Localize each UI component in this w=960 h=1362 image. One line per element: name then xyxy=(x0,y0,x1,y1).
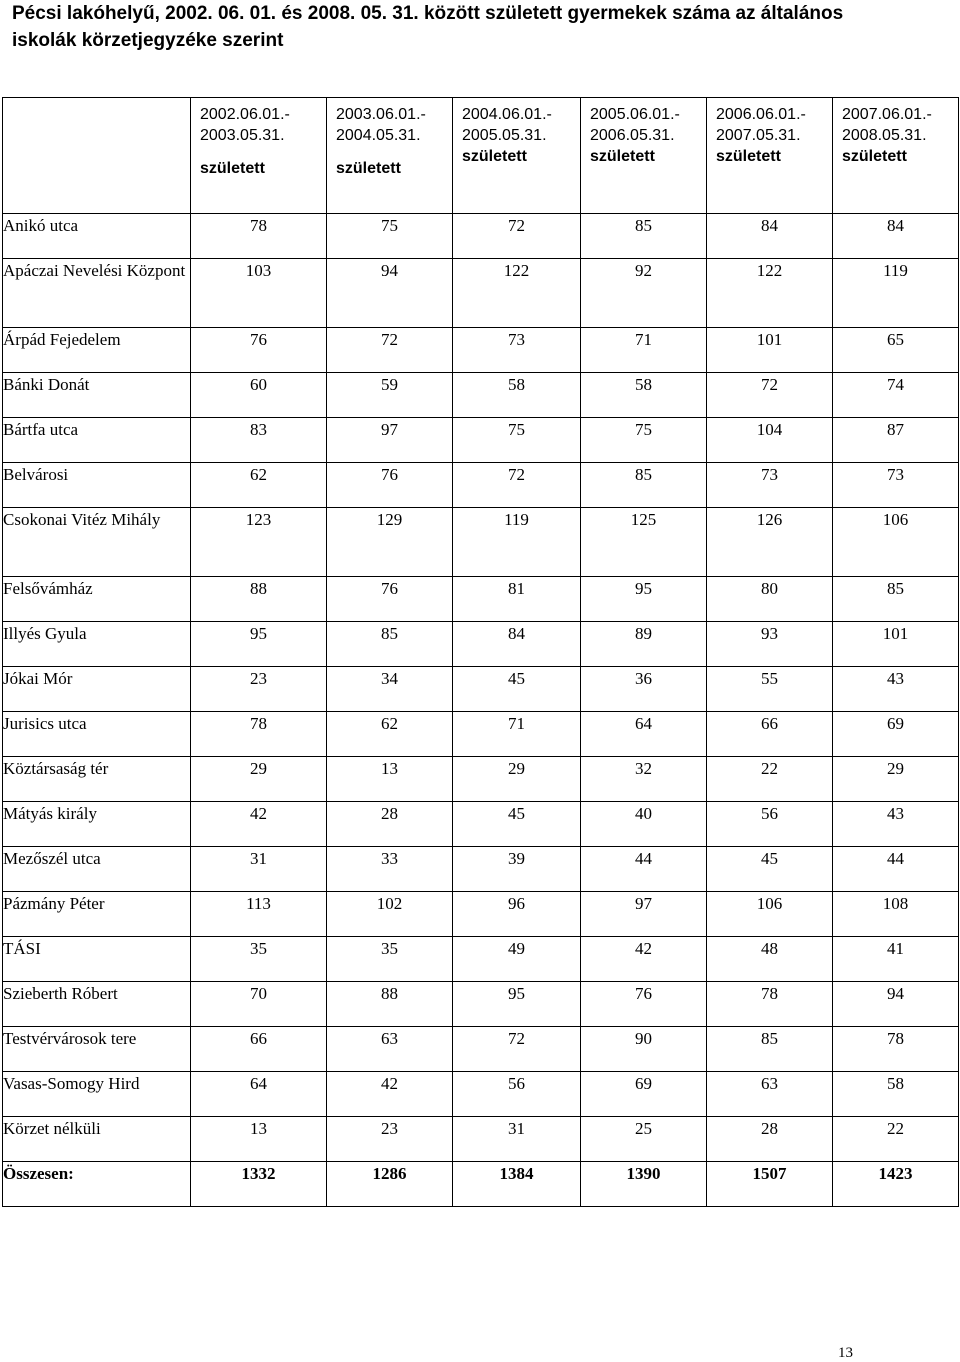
total-label: Összesen: xyxy=(3,1162,191,1207)
count-cell: 72 xyxy=(453,463,581,508)
count-cell: 101 xyxy=(707,328,833,373)
count-cell: 29 xyxy=(453,757,581,802)
count-cell: 23 xyxy=(327,1117,453,1162)
count-cell: 72 xyxy=(453,1027,581,1072)
count-cell: 75 xyxy=(327,214,453,259)
count-cell: 55 xyxy=(707,667,833,712)
count-cell: 49 xyxy=(453,937,581,982)
count-cell: 85 xyxy=(581,463,707,508)
count-cell: 29 xyxy=(191,757,327,802)
count-cell: 84 xyxy=(707,214,833,259)
count-cell: 106 xyxy=(707,892,833,937)
count-cell: 31 xyxy=(191,847,327,892)
count-cell: 92 xyxy=(581,259,707,328)
count-cell: 62 xyxy=(327,712,453,757)
district-name: Mátyás király xyxy=(3,802,191,847)
count-cell: 95 xyxy=(581,577,707,622)
count-cell: 40 xyxy=(581,802,707,847)
column-header-end: 2007.05.31. xyxy=(716,127,801,144)
header-empty-cell xyxy=(3,98,191,214)
column-header-end: 2003.05.31. xyxy=(200,127,285,144)
total-cell: 1286 xyxy=(327,1162,453,1207)
count-cell: 93 xyxy=(707,622,833,667)
count-cell: 119 xyxy=(453,508,581,577)
count-cell: 95 xyxy=(453,982,581,1027)
count-cell: 45 xyxy=(453,802,581,847)
total-cell: 1384 xyxy=(453,1162,581,1207)
count-cell: 106 xyxy=(833,508,959,577)
count-cell: 129 xyxy=(327,508,453,577)
district-name: Pázmány Péter xyxy=(3,892,191,937)
count-cell: 76 xyxy=(581,982,707,1027)
district-name: Csokonai Vitéz Mihály xyxy=(3,508,191,577)
column-header xyxy=(707,98,833,214)
count-cell: 97 xyxy=(581,892,707,937)
count-cell: 85 xyxy=(581,214,707,259)
district-name: Apáczai Nevelési Központ xyxy=(3,259,191,328)
count-cell: 62 xyxy=(191,463,327,508)
count-cell: 59 xyxy=(327,373,453,418)
column-header-end: 2006.05.31. xyxy=(590,127,675,144)
count-cell: 58 xyxy=(581,373,707,418)
table-row xyxy=(3,757,959,802)
count-cell: 42 xyxy=(191,802,327,847)
column-header-end: 2008.05.31. xyxy=(842,127,927,144)
count-cell: 58 xyxy=(453,373,581,418)
count-cell: 66 xyxy=(191,1027,327,1072)
count-cell: 29 xyxy=(833,757,959,802)
column-header xyxy=(833,98,959,214)
district-name: Belvárosi xyxy=(3,463,191,508)
count-cell: 75 xyxy=(581,418,707,463)
column-header-start: 2003.06.01.- xyxy=(336,106,426,123)
count-cell: 25 xyxy=(581,1117,707,1162)
column-header xyxy=(581,98,707,214)
table-row xyxy=(3,328,959,373)
column-header xyxy=(327,98,453,214)
count-cell: 58 xyxy=(833,1072,959,1117)
column-header-label: született xyxy=(716,148,781,165)
total-cell: 1423 xyxy=(833,1162,959,1207)
page-number: 13 xyxy=(838,1345,853,1361)
page-title: Pécsi lakóhelyű, 2002. 06. 01. és 2008. 05. 31. között született gyermekek száma az általános iskolák körzetjegyzéke szerint xyxy=(12,3,844,51)
table-row xyxy=(3,259,959,328)
count-cell: 70 xyxy=(191,982,327,1027)
count-cell: 44 xyxy=(833,847,959,892)
count-cell: 85 xyxy=(833,577,959,622)
count-cell: 13 xyxy=(327,757,453,802)
count-cell: 69 xyxy=(581,1072,707,1117)
count-cell: 33 xyxy=(327,847,453,892)
count-cell: 80 xyxy=(707,577,833,622)
column-header-start: 2005.06.01.- xyxy=(590,106,680,123)
count-cell: 63 xyxy=(327,1027,453,1072)
count-cell: 75 xyxy=(453,418,581,463)
table-row xyxy=(3,1027,959,1072)
count-cell: 85 xyxy=(707,1027,833,1072)
count-cell: 39 xyxy=(453,847,581,892)
table-total-row xyxy=(3,1162,959,1207)
district-name: Bártfa utca xyxy=(3,418,191,463)
column-header-start: 2004.06.01.- xyxy=(462,106,552,123)
district-name: Illyés Gyula xyxy=(3,622,191,667)
count-cell: 76 xyxy=(191,328,327,373)
count-cell: 36 xyxy=(581,667,707,712)
count-cell: 45 xyxy=(707,847,833,892)
table-row xyxy=(3,982,959,1027)
count-cell: 69 xyxy=(833,712,959,757)
count-cell: 72 xyxy=(327,328,453,373)
count-cell: 56 xyxy=(707,802,833,847)
count-cell: 88 xyxy=(191,577,327,622)
district-name: Szieberth Róbert xyxy=(3,982,191,1027)
count-cell: 63 xyxy=(707,1072,833,1117)
count-cell: 13 xyxy=(191,1117,327,1162)
count-cell: 84 xyxy=(833,214,959,259)
count-cell: 78 xyxy=(191,712,327,757)
count-cell: 102 xyxy=(327,892,453,937)
count-cell: 101 xyxy=(833,622,959,667)
count-cell: 66 xyxy=(707,712,833,757)
count-cell: 123 xyxy=(191,508,327,577)
count-cell: 64 xyxy=(581,712,707,757)
table-row xyxy=(3,802,959,847)
births-table xyxy=(2,97,959,1207)
column-header xyxy=(191,98,327,214)
count-cell: 43 xyxy=(833,802,959,847)
column-header-start: 2007.06.01.- xyxy=(842,106,932,123)
count-cell: 104 xyxy=(707,418,833,463)
count-cell: 71 xyxy=(453,712,581,757)
count-cell: 83 xyxy=(191,418,327,463)
count-cell: 85 xyxy=(327,622,453,667)
column-header-end: 2004.05.31. xyxy=(336,127,421,144)
table-row xyxy=(3,892,959,937)
count-cell: 125 xyxy=(581,508,707,577)
count-cell: 90 xyxy=(581,1027,707,1072)
count-cell: 60 xyxy=(191,373,327,418)
count-cell: 78 xyxy=(707,982,833,1027)
column-header-label: született xyxy=(200,160,265,177)
table-row xyxy=(3,577,959,622)
count-cell: 78 xyxy=(191,214,327,259)
count-cell: 71 xyxy=(581,328,707,373)
district-name: Jókai Mór xyxy=(3,667,191,712)
count-cell: 88 xyxy=(327,982,453,1027)
count-cell: 73 xyxy=(453,328,581,373)
column-header-label: született xyxy=(462,148,527,165)
count-cell: 42 xyxy=(581,937,707,982)
district-name: TÁSI xyxy=(3,937,191,982)
count-cell: 108 xyxy=(833,892,959,937)
table-row xyxy=(3,712,959,757)
count-cell: 73 xyxy=(833,463,959,508)
count-cell: 34 xyxy=(327,667,453,712)
column-header-label: született xyxy=(842,148,907,165)
total-cell: 1390 xyxy=(581,1162,707,1207)
table-row xyxy=(3,463,959,508)
count-cell: 122 xyxy=(707,259,833,328)
count-cell: 113 xyxy=(191,892,327,937)
column-header-label: született xyxy=(336,160,401,177)
district-name: Anikó utca xyxy=(3,214,191,259)
district-name: Vasas-Somogy Hird xyxy=(3,1072,191,1117)
count-cell: 94 xyxy=(833,982,959,1027)
count-cell: 22 xyxy=(707,757,833,802)
column-header-end: 2005.05.31. xyxy=(462,127,547,144)
total-cell: 1507 xyxy=(707,1162,833,1207)
table-row xyxy=(3,214,959,259)
count-cell: 94 xyxy=(327,259,453,328)
count-cell: 78 xyxy=(833,1027,959,1072)
count-cell: 89 xyxy=(581,622,707,667)
count-cell: 22 xyxy=(833,1117,959,1162)
count-cell: 41 xyxy=(833,937,959,982)
count-cell: 81 xyxy=(453,577,581,622)
table-row xyxy=(3,1117,959,1162)
count-cell: 126 xyxy=(707,508,833,577)
table-row xyxy=(3,622,959,667)
count-cell: 43 xyxy=(833,667,959,712)
count-cell: 119 xyxy=(833,259,959,328)
district-name: Bánki Donát xyxy=(3,373,191,418)
column-header-label: született xyxy=(590,148,655,165)
count-cell: 122 xyxy=(453,259,581,328)
column-header-start: 2002.06.01.- xyxy=(200,106,290,123)
table-row xyxy=(3,1072,959,1117)
table-header-row xyxy=(3,98,959,214)
count-cell: 35 xyxy=(191,937,327,982)
district-name: Mezőszél utca xyxy=(3,847,191,892)
district-name: Jurisics utca xyxy=(3,712,191,757)
count-cell: 87 xyxy=(833,418,959,463)
count-cell: 65 xyxy=(833,328,959,373)
count-cell: 76 xyxy=(327,577,453,622)
count-cell: 64 xyxy=(191,1072,327,1117)
count-cell: 73 xyxy=(707,463,833,508)
count-cell: 45 xyxy=(453,667,581,712)
count-cell: 84 xyxy=(453,622,581,667)
table-row xyxy=(3,937,959,982)
district-name: Felsővámház xyxy=(3,577,191,622)
table-row xyxy=(3,508,959,577)
count-cell: 44 xyxy=(581,847,707,892)
table-row xyxy=(3,373,959,418)
count-cell: 95 xyxy=(191,622,327,667)
district-name: Köztársaság tér xyxy=(3,757,191,802)
table-row xyxy=(3,418,959,463)
count-cell: 35 xyxy=(327,937,453,982)
count-cell: 97 xyxy=(327,418,453,463)
count-cell: 42 xyxy=(327,1072,453,1117)
table-body xyxy=(3,214,959,1207)
district-name: Árpád Fejedelem xyxy=(3,328,191,373)
count-cell: 48 xyxy=(707,937,833,982)
count-cell: 28 xyxy=(327,802,453,847)
count-cell: 74 xyxy=(833,373,959,418)
count-cell: 72 xyxy=(707,373,833,418)
count-cell: 103 xyxy=(191,259,327,328)
total-cell: 1332 xyxy=(191,1162,327,1207)
table-row xyxy=(3,667,959,712)
count-cell: 72 xyxy=(453,214,581,259)
count-cell: 23 xyxy=(191,667,327,712)
column-header-start: 2006.06.01.- xyxy=(716,106,806,123)
count-cell: 31 xyxy=(453,1117,581,1162)
column-header xyxy=(453,98,581,214)
count-cell: 56 xyxy=(453,1072,581,1117)
table-row xyxy=(3,847,959,892)
count-cell: 76 xyxy=(327,463,453,508)
count-cell: 32 xyxy=(581,757,707,802)
district-name: Körzet nélküli xyxy=(3,1117,191,1162)
count-cell: 96 xyxy=(453,892,581,937)
district-name: Testvérvárosok tere xyxy=(3,1027,191,1072)
count-cell: 28 xyxy=(707,1117,833,1162)
